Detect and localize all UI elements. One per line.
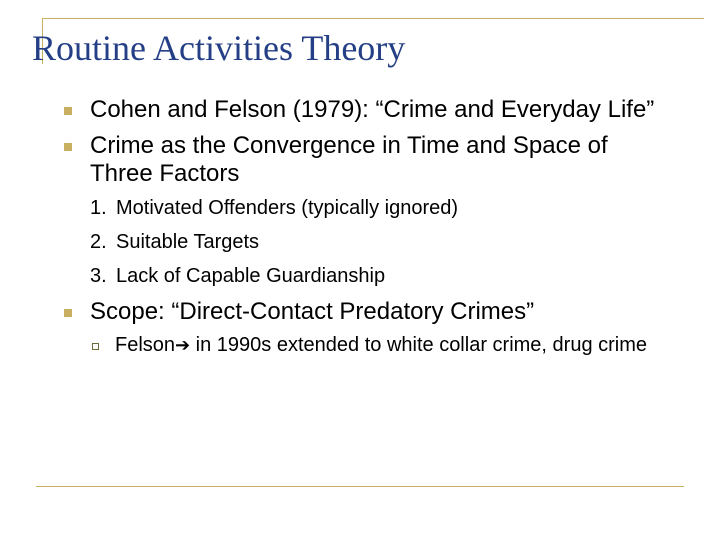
bullet-text: Cohen and Felson (1979): “Crime and Everyday Life” (90, 96, 655, 123)
bullet-text: Scope: “Direct-Contact Predatory Crimes” (90, 298, 535, 325)
square-bullet-icon (64, 309, 72, 317)
factor-number: 2. (90, 231, 107, 253)
slide-body (62, 96, 662, 357)
bullet-crime-convergence (62, 132, 662, 188)
factor-number: 3. (90, 265, 107, 287)
bottom-rule (36, 486, 684, 487)
bullet-scope (62, 298, 662, 326)
bullet-cohen-felson (62, 96, 662, 124)
factor-item-2 (62, 230, 662, 254)
hollow-square-bullet-icon (92, 343, 99, 350)
top-rule (42, 18, 704, 19)
factor-text: Motivated Offenders (typically ignored) (116, 197, 459, 219)
bullet-text: Crime as the Convergence in Time and Space of Three Factors (90, 132, 608, 187)
factor-text: Lack of Capable Guardianship (116, 265, 386, 287)
factor-item-3 (62, 264, 662, 288)
sub-bullet-felson (62, 333, 662, 357)
sub-bullet-text-start: Felson (115, 334, 176, 356)
square-bullet-icon (64, 143, 72, 151)
right-arrow-icon: ➔ (175, 335, 191, 355)
square-bullet-icon (64, 107, 72, 115)
slide-title: Routine Activities Theory (32, 28, 406, 68)
sub-bullet-text-end: in 1990s extended to white collar crime, drug crime (190, 334, 648, 356)
factor-item-1 (62, 196, 662, 220)
factor-text: Suitable Targets (116, 231, 260, 253)
factor-number: 1. (90, 197, 107, 219)
